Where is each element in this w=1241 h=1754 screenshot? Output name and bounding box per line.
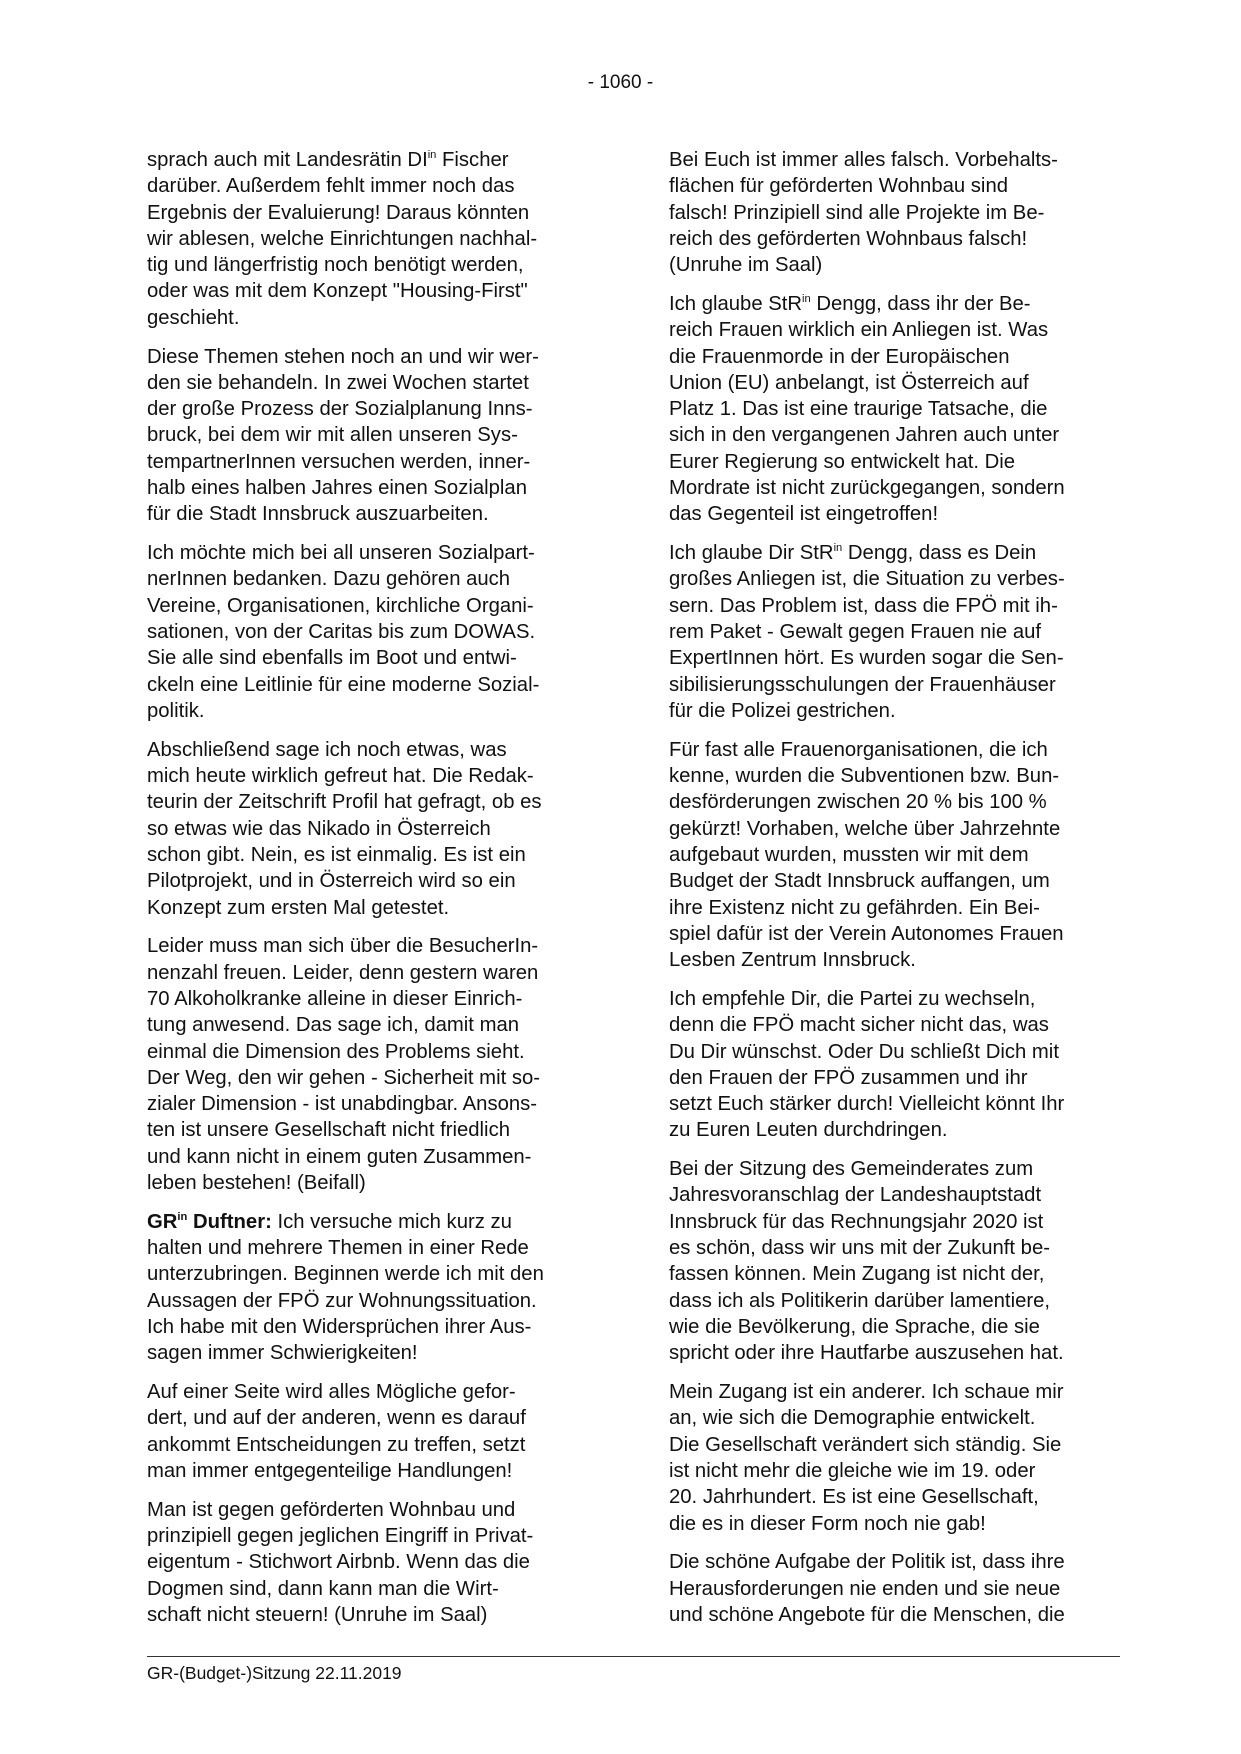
page-number: - 1060 - <box>587 72 654 93</box>
paragraph-text: sprach auch mit Landesrätin DI <box>147 149 428 171</box>
paragraph: Mein Zugang ist ein anderer. Ich schaue mir an, wie sich die Demographie entwickelt. Die Gesellschaft verändert sich ständig. Sie ist nicht mehr die gleiche wie im 19. oder 20. Jahrhundert. Es ist eine Gesellschaft, die es in dieser Form noch nie gab! <box>669 1381 1064 1535</box>
superscript: in <box>427 149 437 162</box>
paragraph-text: Dengg, dass ihr der Be- reich Frauen wirklich ein Anliegen ist. Was die Frauenmorde in der Europäischen Union (EU) anbelangt, ist Österreich auf Platz 1. Das ist eine traurige Tatsache, die sich in den vergangenen Jahren auch unter Eurer Regierung so entwickelt hat. Die Mordrate ist nicht zurückgegangen, sondern das Gegenteil ist eingetroffen! <box>669 292 1065 526</box>
paragraph <box>147 147 597 331</box>
paragraph-text: Ich versuche mich kurz zu halten und mehrere Themen in einer Rede unterzubringen. Beginnen werde ich mit den Aussagen der FPÖ zur Wohnungssituation. Ich habe mit den Widersprüchen ihrer Aus- sagen immer Schwierigkeiten! <box>147 1210 544 1365</box>
paragraph: Diese Themen stehen noch an und wir wer- den sie behandeln. In zwei Wochen startet der große Prozess der Sozialplanung Inns- bruck, bei dem wir mit allen unseren Sys- tempartnerInnen versuchen werden, inner- halb eines halben Jahres einen Sozialplan für die Stadt Innsbruck auszuarbeiten. <box>147 345 539 526</box>
right-column <box>669 147 1119 1641</box>
speaker-surname: Duftner: <box>187 1210 272 1233</box>
paragraph-text: Ich glaube StR <box>669 292 803 315</box>
paragraph: Ich möchte mich bei all unseren Sozialpart- nerInnen bedanken. Dazu gehören auch Vereine, Organisationen, kirchliche Organi- sationen, von der Caritas bis zum DOWAS. Sie alle sind ebenfalls im Boot und entwi- ckeln eine Leitlinie für eine moderne Sozial- politik. <box>147 542 540 722</box>
paragraph: Bei Euch ist immer alles falsch. Vorbehalts- flächen für geförderten Wohnbau sind falsch! Prinzipiell sind alle Projekte im Be- reich des geförderten Wohnbaus falsch! (Unruhe im Saal) <box>669 149 1058 277</box>
paragraph: Man ist gegen geförderten Wohnbau und prinzipiell gegen jeglichen Eingriff in Privat- eigentum - Stichwort Airbnb. Wenn das die Dogmen sind, dann kann man die Wirt- schaft nicht steuern! (Unruhe im Saal) <box>147 1498 534 1626</box>
footer-divider <box>147 1656 1120 1657</box>
paragraph: Auf einer Seite wird alles Mögliche gefor- dert, und auf der anderen, wenn es darauf ankommt Entscheidungen zu treffen, setzt man immer entgegenteilige Handlungen! <box>147 1381 526 1482</box>
paragraph: Leider muss man sich über die BesucherIn- nenzahl freuen. Leider, denn gestern waren 70 Alkoholkranke alleine in dieser Einrich- tung anwesend. Das sage ich, damit man einmal die Dimension des Problems sieht. Der Weg, den wir gehen - Sicherheit mit so- zialer Dimension - ist unabdingbar. Ansons- ten ist unsere Gesellschaft nicht friedlich und kann nicht in einem guten Zusammen- leben bestehen! (Beifall) <box>147 935 541 1194</box>
paragraph: Bei der Sitzung des Gemeinderates zum Jahresvoranschlag der Landeshauptstadt Innsbruck für das Rechnungsjahr 2020 ist es schön, dass wir uns mit der Zukunft be- fassen können. Mein Zugang ist nicht der, dass ich als Politikerin darüber lamentiere, wie die Bevölkerung, die Sprache, die sie spricht oder ihre Hautfarbe auszusehen hat. <box>669 1158 1064 1365</box>
paragraph-text: Dengg, dass es Dein großes Anliegen ist, die Situation zu verbes- sern. Das Problem ist, dass die FPÖ mit ih- rem Paket - Gewalt gegen Frauen nie auf ExpertInnen hört. Es wurden sogar die Sen- sibilisierungsschulungen der Frauenhäuser für die Polizei gestrichen. <box>669 542 1065 722</box>
speaker-title: GR <box>147 1210 178 1233</box>
superscript: in <box>833 542 843 555</box>
paragraph-text: Ich glaube Dir StR <box>669 542 834 565</box>
left-column <box>147 147 597 1641</box>
paragraph: Abschließend sage ich noch etwas, was mich heute wirklich gefreut hat. Die Redak- teurin der Zeitschrift Profil hat gefragt, ob es so etwas wie das Nikado in Österreich schon gibt. Nein, es ist einmalig. Es ist ein Pilotprojekt, und in Österreich wird so ein Konzept zum ersten Mal getestet. <box>147 738 542 919</box>
speaker-name <box>147 1211 272 1233</box>
paragraph-text: Fischer darüber. Außerdem fehlt immer noch das Ergebnis der Evaluierung! Daraus könnten wir ablesen, welche Einrichtungen nachhal- tig und längerfristig noch benötigt werden, oder was mit dem Konzept "Housing-First" geschieht. <box>147 149 538 329</box>
paragraph: Ich empfehle Dir, die Partei zu wechseln, denn die FPÖ macht sicher nicht das, was Du Dir wünschst. Oder Du schließt Dich mit den Frauen der FPÖ zusammen und ihr setzt Euch stärker durch! Vielleicht könnt Ihr zu Euren Leuten durchdringen. <box>669 987 1065 1142</box>
speaker-paragraph <box>147 1209 597 1367</box>
superscript: in <box>177 1211 188 1224</box>
paragraph <box>669 540 1119 724</box>
paragraph: Die schöne Aufgabe der Politik ist, dass ihre Herausforderungen nie enden und sie neue und schöne Angebote für die Menschen, die <box>669 1551 1065 1626</box>
footer-session-info: GR-(Budget-)Sitzung 22.11.2019 <box>147 1663 402 1683</box>
paragraph: Für fast alle Frauenorganisationen, die ich kenne, wurden die Subventionen bzw. Bun- desförderungen zwischen 20 % bis 100 % gekürzt! Vorhaben, welche über Jahrzehnte aufgebaut wurden, mussten wir mit dem Budget der Stadt Innsbruck auffangen, um ihre Existenz nicht zu gefährden. Ein Bei- spiel dafür ist der Verein Autonomes Frauen Lesben Zentrum Innsbruck. <box>669 738 1064 972</box>
paragraph <box>669 291 1119 528</box>
superscript: in <box>802 293 811 306</box>
